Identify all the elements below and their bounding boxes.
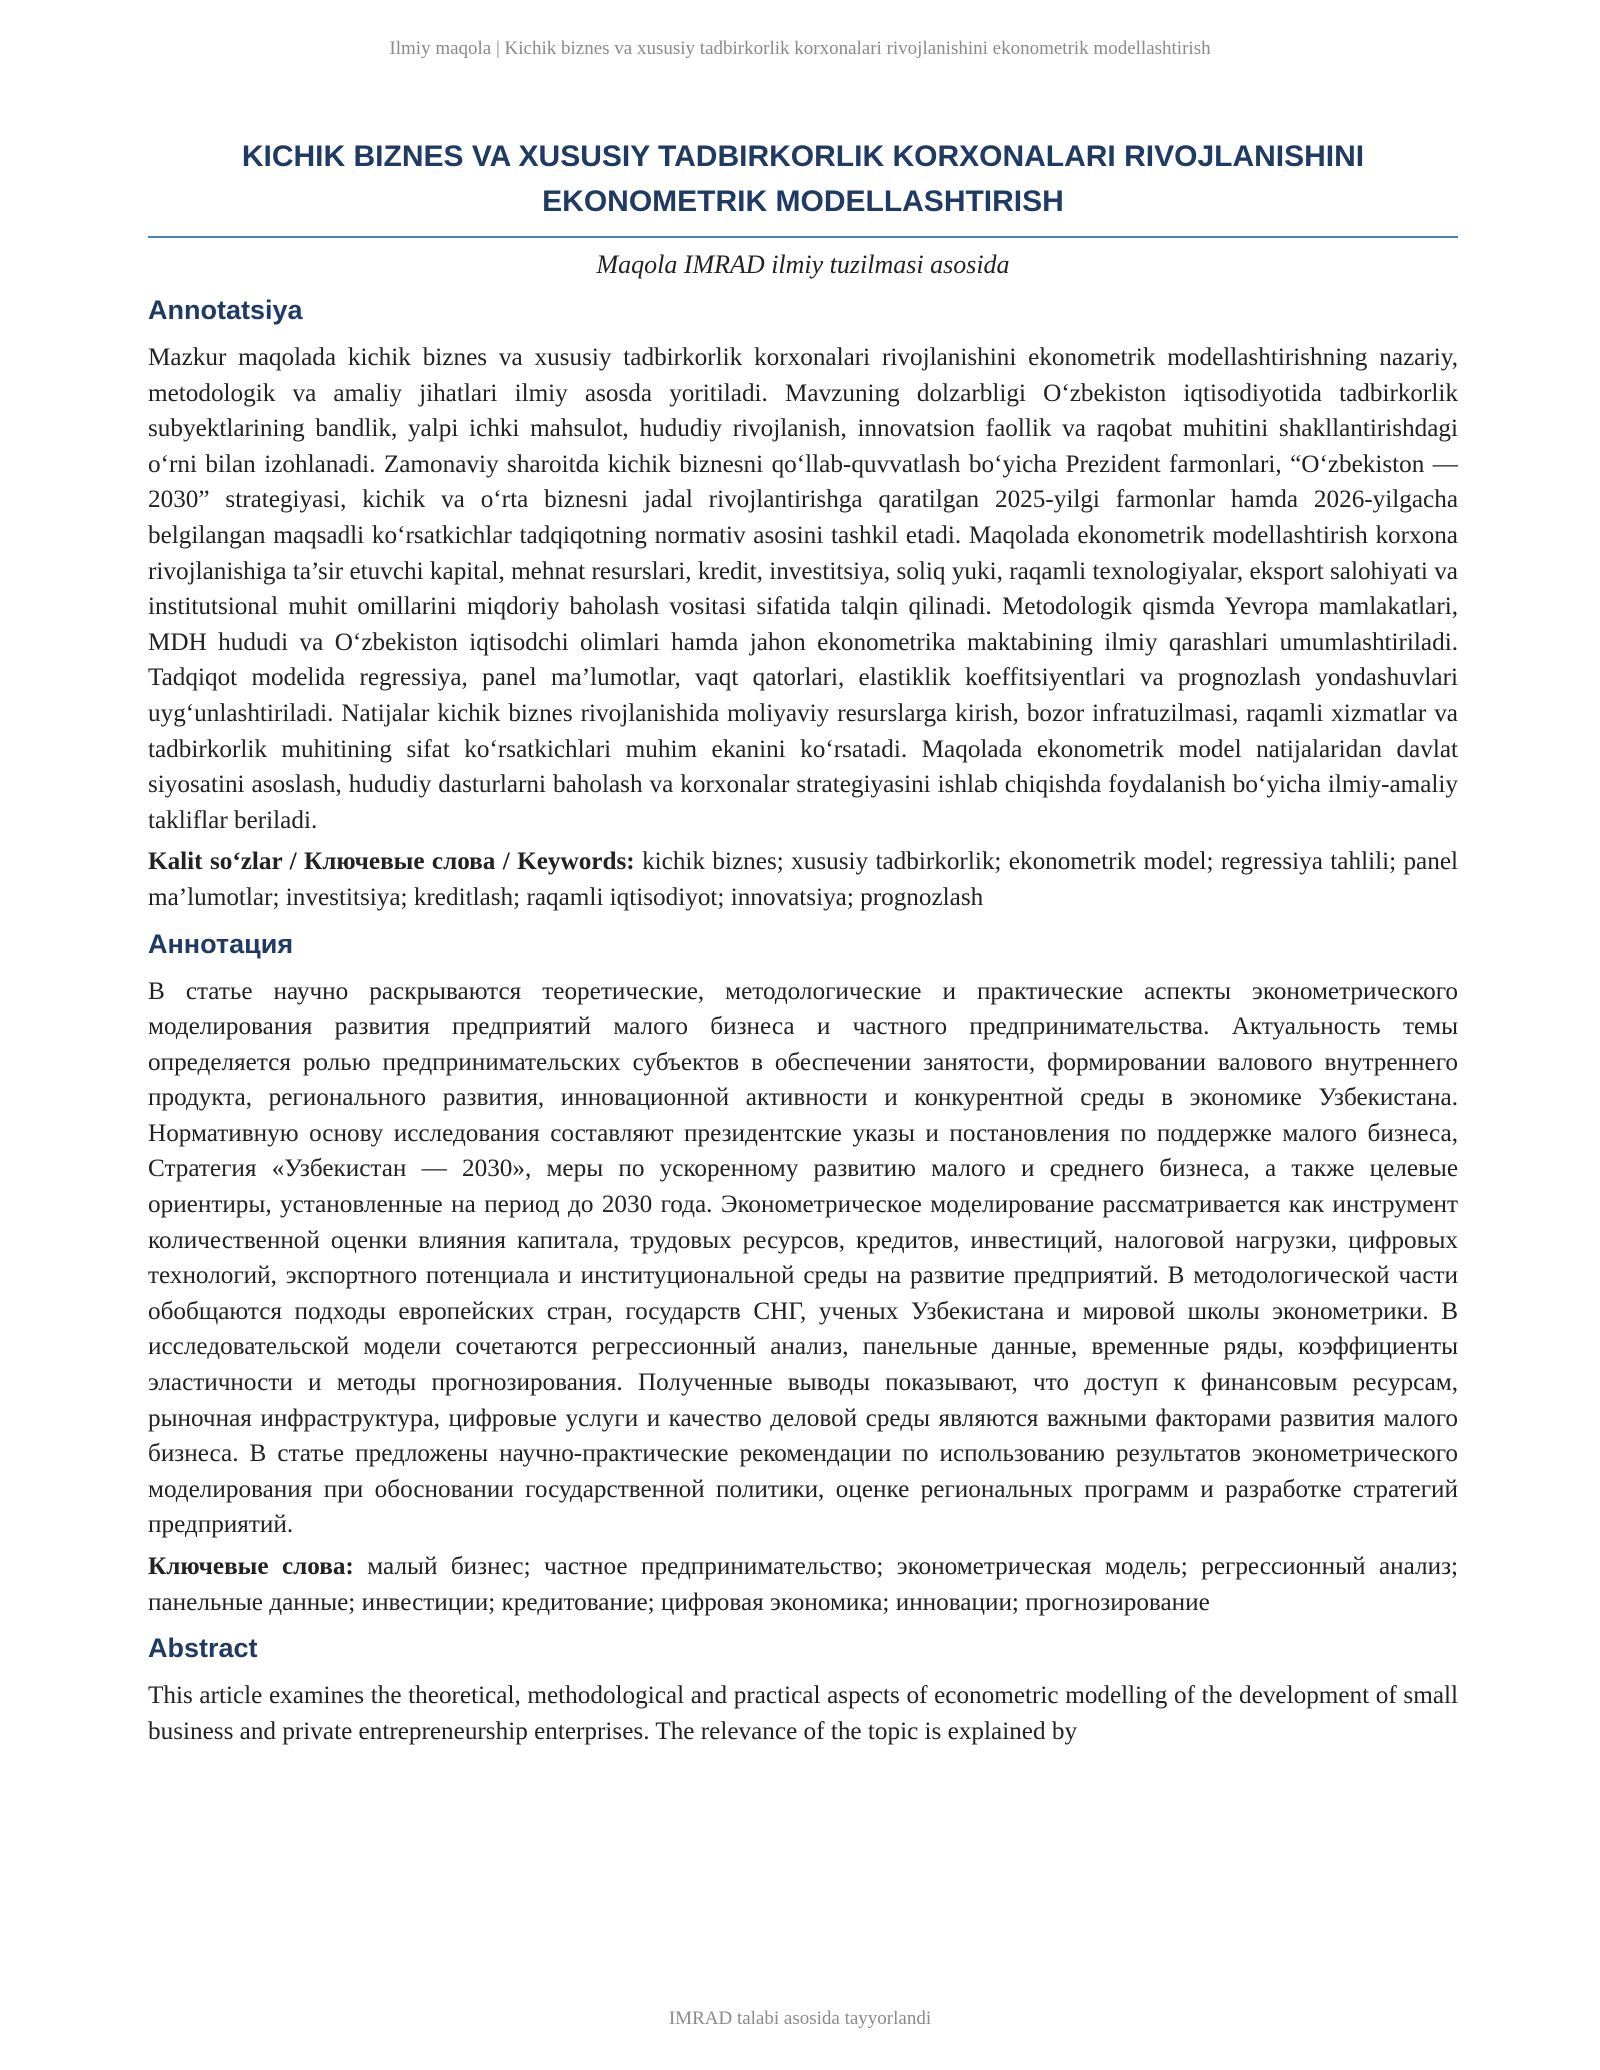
annotatsiya-ru-keywords-label: Ключевые слова:	[148, 1553, 354, 1580]
annotatsiya-ru-keywords	[148, 1549, 1458, 1620]
annotatsiya-heading: Annotatsiya	[148, 295, 303, 325]
article-title-line-2: EKONOMETRIK MODELLASHTIRISH	[542, 185, 1064, 218]
article-body	[148, 134, 1458, 1749]
running-header: Ilmiy maqola | Kichik biznes va xususiy tadbirkorlik korxonalari rivojlanishini ekonometrik modellashtirish	[389, 38, 1211, 59]
abstract-text: This article examines the theoretical, methodological and practical aspects of econometric modelling of the development of small business and private entrepreneurship enterprises. The relevance of the topic is explained by	[148, 1682, 1458, 1745]
annotatsiya-keywords	[148, 844, 1458, 915]
page-footer: IMRAD talabi asosida tayyorlandi	[668, 2008, 932, 2029]
article-title	[148, 134, 1458, 224]
title-divider	[148, 236, 1458, 238]
abstract-heading: Abstract	[148, 1633, 258, 1664]
annotatsiya-ru-text: В статье научно раскрываются теоретические, методологические и практические аспекты эконометрического моделирования развития предприятий малого бизнеса и частного предпринимательства. Актуальность темы определяется ролью предпринимательских субъектов в обеспечении занятости, формировании валового внутреннего продукта, регионального развития, инновационной активности и конкурентной среды в экономике Узбекистана. Нормативную основу исследования составляют президентские указы и постановления по поддержке малого бизнеса, Стратегия «Узбекистан — 2030», меры по ускоренному развитию малого и среднего бизнеса, а также целевые ориентиры, установленные на период до 2030 года. Эконометрическое моделирование рассматривается как инструмент количественной оценки влияния капитала, трудовых ресурсов, кредитов, инвестиций, налоговой нагрузки, цифровых технологий, экспортного потенциала и институциональной среды на развитие предприятий. В методологической части обобщаются подходы европейских стран, государств СНГ, ученых Узбекистана и мировой школы эконометрики. В исследовательской модели сочетаются регрессионный анализ, панельные данные, временные ряды, коэффициенты эластичности и методы прогнозирования. Полученные выводы показывают, что доступ к финансовым ресурсам, рыночная инфраструктура, цифровые услуги и качество деловой среды являются важными факторами развития малого бизнеса. В статье предложены научно-практические рекомендации по использованию результатов эконометрического моделирования при обосновании государственной политики, оценке региональных программ и разработке стратегий предприятий.	[148, 977, 1458, 1539]
annotatsiya-ru-heading: Аннотация	[148, 928, 294, 959]
annotatsiya-keywords-list: kichik biznes; xususiy tadbirkorlik; ekonometrik model; regressiya tahlili; panel ma’lumotlar; investitsiya; kreditlash; raqamli iqtisodiyot; innovatsiya; prognozlash	[148, 848, 1459, 911]
annotatsiya-text: Mazkur maqolada kichik biznes va xususiy tadbirkorlik korxonalari rivojlanishini ekonometrik modellashtirishning nazariy, metodologik va amaliy jihatlari ilmiy asosda yoritiladi. Mavzuning dolzarbligi O‘zbekiston iqtisodiyotida tadbirkorlik subyektlarining bandlik, yalpi ichki mahsulot, hududiy rivojlanish, innovatsion faollik va raqobat muhitini shakllantirishdagi o‘rni bilan izohlanadi. Zamonaviy sharoitda kichik biznesni qo‘llab-quvvatlash bo‘yicha Prezident farmonlari, “O‘zbekiston — 2030” strategiyasi, kichik va o‘rta biznesni jadal rivojlantirishga qaratilgan 2025-yilgi farmonlar hamda 2026-yilgacha belgilangan maqsadli ko‘rsatkichlar tadqiqotning normativ asosini tashkil etadi. Maqolada ekonometrik modellashtirish korxona rivojlanishiga ta’sir etuvchi kapital, mehnat resurslari, kredit, investitsiya, soliq yuki, raqamli texnologiyalar, eksport salohiyati va institutsional muhit omillarini miqdoriy baholash vositasi sifatida talqin qilinadi. Metodologik qismda Yevropa mamlakatlari, MDH hududi va O‘zbekiston iqtisodchi olimlari hamda jahon ekonometrika maktabining ilmiy qarashlari umumlashtiriladi. Tadqiqot modelida regressiya, panel ma’lumotlar, vaqt qatorlari, elastiklik koeffitsiyentlari va prognozlash yondashuvlari uyg‘unlashtiriladi. Natijalar kichik biznes rivojlanishida moliyaviy resurslarga kirish, bozor infratuzilmasi, raqamli xizmatlar va tadbirkorlik muhitining sifat ko‘rsatkichlari muhim ekanini ko‘rsatadi. Maqolada ekonometrik model natijalaridan davlat siyosatini asoslash, hududiy dasturlarni baholash va korxonalar strategiyasini ishlab chiqishda foydalanish bo‘yicha ilmiy-amaliy takliflar beriladi.	[148, 344, 1458, 834]
article-subtitle: Maqola IMRAD ilmiy tuzilmasi asosida	[596, 250, 1010, 279]
article-title-line-1: KICHIK BIZNES VA XUSUSIY TADBIRKORLIK KORXONALARI RIVOJLANISHINI	[241, 140, 1365, 173]
annotatsiya-keywords-label: Kalit so‘zlar / Ключевые слова / Keywords:	[148, 848, 635, 876]
annotatsiya-ru-keywords-list: малый бизнес; частное предпринимательство; эконометрическая модель; регрессионный анализ; панельные данные; инвестиции; кредитование; цифровая экономика; инновации; прогнозирование	[148, 1553, 1459, 1616]
